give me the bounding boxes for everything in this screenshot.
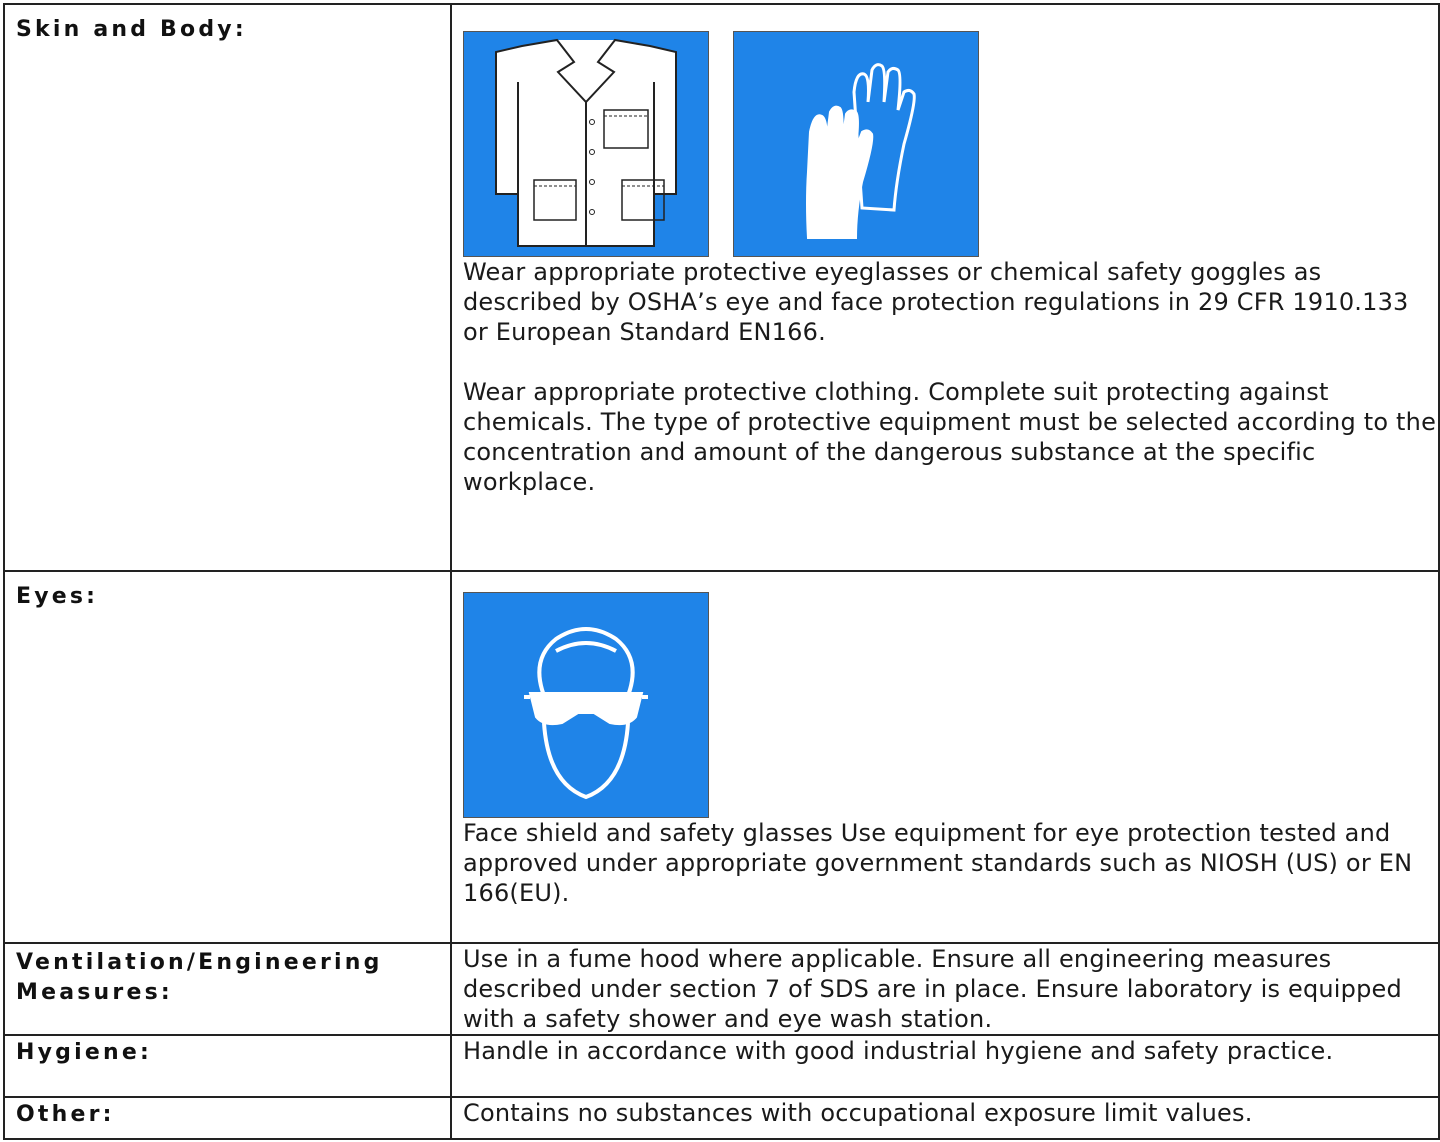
lab-coat-icon	[463, 31, 709, 257]
eye-protection-text: Face shield and safety glasses Use equipment for eye protection tested and approved under appropriate government standards such as NIOSH (US) or EN 166(EU).	[463, 819, 1413, 907]
row-content-cell	[451, 571, 1439, 943]
row-label: Eyes:	[16, 584, 99, 609]
clothing-protection-text: Wear appropriate protective clothing. Complete suit protecting against chemicals. The type of protective equipment must be selected according to the concentration and amount of the dangerous substance at the specific workplace.	[463, 378, 1437, 496]
table-row-skin-and-body	[4, 4, 1439, 571]
row-label: Other:	[16, 1102, 115, 1127]
row-label: Ventilation/Engineering	[16, 950, 383, 975]
row-label-cell	[4, 1097, 451, 1139]
ppe-table	[3, 3, 1440, 1140]
hygiene-text: Handle in accordance with good industrial hygiene and safety practice.	[463, 1037, 1334, 1065]
row-label: Hygiene:	[16, 1040, 152, 1065]
row-content-cell	[451, 4, 1439, 571]
ppe-icon-row	[463, 31, 1438, 257]
ppe-icon-row	[463, 592, 1438, 818]
row-label-cell	[4, 943, 451, 1035]
table-row-ventilation	[4, 943, 1439, 1035]
table-row-eyes	[4, 571, 1439, 943]
ventilation-text: Use in a fume hood where applicable. Ensure all engineering measures described under section 7 of SDS are in place. Ensure laboratory is equipped with a safety shower and eye wash station.	[463, 945, 1402, 1033]
row-label: Measures:	[16, 980, 173, 1005]
row-label: Skin and Body:	[16, 17, 247, 42]
gloves-icon	[733, 31, 979, 257]
skin-protection-text: Wear appropriate protective eyeglasses or chemical safety goggles as described by OSHA’s eye and face protection regulations in 29 CFR 1910.133 or European Standard EN166.	[463, 258, 1409, 346]
row-label-cell	[4, 571, 451, 943]
other-text: Contains no substances with occupational exposure limit values.	[463, 1099, 1253, 1127]
safety-goggles-icon	[463, 592, 709, 818]
table-row-hygiene	[4, 1035, 1439, 1097]
row-label-cell	[4, 1035, 451, 1097]
row-content-cell	[451, 1097, 1439, 1139]
row-label-cell	[4, 4, 451, 571]
row-content-cell	[451, 943, 1439, 1035]
row-content-cell	[451, 1035, 1439, 1097]
table-row-other	[4, 1097, 1439, 1139]
